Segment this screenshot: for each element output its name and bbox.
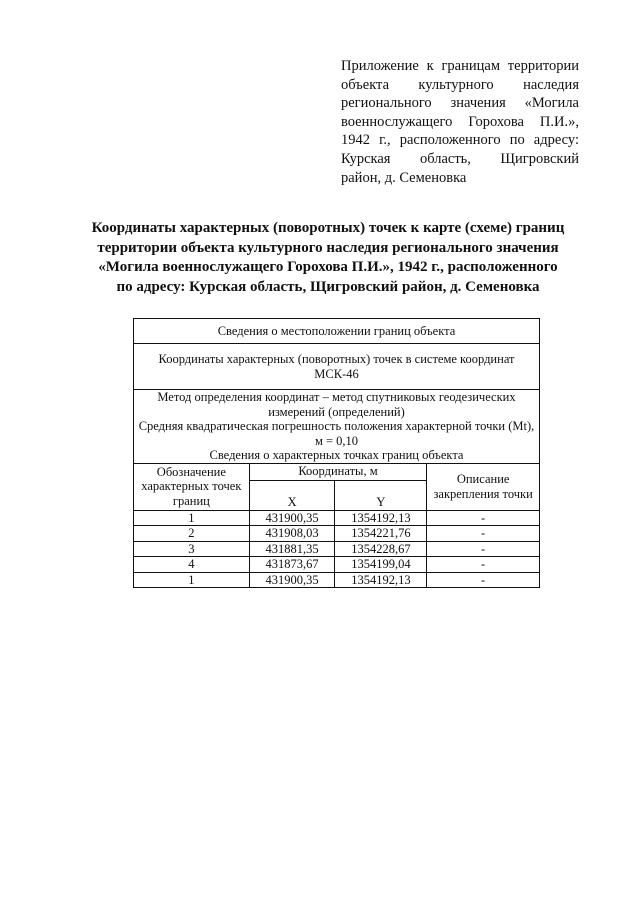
table-row xyxy=(134,572,540,588)
point-cell: 3 xyxy=(134,541,250,557)
point-cell: 1 xyxy=(134,572,250,588)
appendix-line: Курская область, Щигровский xyxy=(341,150,579,167)
table-row xyxy=(134,526,540,542)
description-cell: - xyxy=(427,572,540,588)
points-info-text: Сведения о характерных точках границ объекта xyxy=(209,448,464,462)
appendix-line: военнослужащего Горохова П.И.», xyxy=(341,113,579,130)
x-cell: 431881,35 xyxy=(249,541,335,557)
y-cell: 1354192,13 xyxy=(335,572,427,588)
y-cell: 1354221,76 xyxy=(335,526,427,542)
appendix-line: регионального значения «Могила xyxy=(341,95,579,112)
description-cell: - xyxy=(427,557,540,573)
y-cell: 1354192,13 xyxy=(335,510,427,526)
coord-system-cell: Координаты характерных (поворотных) точек в системе координат МСК-46 xyxy=(134,344,540,390)
y-cell: 1354199,04 xyxy=(335,557,427,573)
table-row xyxy=(134,510,540,526)
accuracy-text: Средняя квадратическая погрешность положения характерной точки (Mt), м = 0,10 xyxy=(138,419,535,448)
heading-line: «Могила военнослужащего Горохова П.И.», 1942 г., расположенного xyxy=(98,259,558,275)
appendix-line: Приложение к границам территории xyxy=(341,58,579,74)
x-cell: 431900,35 xyxy=(249,572,335,588)
table-row xyxy=(134,541,540,557)
x-header: X xyxy=(249,480,335,510)
coordinates-header: Координаты, м xyxy=(249,463,427,480)
method-cell xyxy=(134,390,540,464)
description-cell: - xyxy=(427,526,540,542)
description-cell: - xyxy=(427,541,540,557)
x-cell: 431900,35 xyxy=(249,510,335,526)
x-cell: 431873,67 xyxy=(249,557,335,573)
appendix-line: 1942 г., расположенного по адресу: xyxy=(341,132,579,149)
point-cell: 4 xyxy=(134,557,250,573)
coordinates-table xyxy=(133,318,540,588)
point-cell: 2 xyxy=(134,526,250,542)
point-cell: 1 xyxy=(134,510,250,526)
appendix-note xyxy=(341,57,579,187)
location-info-cell: Сведения о местоположении границ объекта xyxy=(134,319,540,344)
y-header: Y xyxy=(335,480,427,510)
method-text: Метод определения координат – метод спутниковых геодезических измерений (определений) xyxy=(157,390,516,419)
y-cell: 1354228,67 xyxy=(335,541,427,557)
table-row xyxy=(134,557,540,573)
document-heading xyxy=(78,219,578,297)
designation-header: Обозначение характерных точек границ xyxy=(134,463,250,510)
heading-line: территории объекта культурного наследия регионального значения xyxy=(97,239,559,256)
heading-line: по адресу: Курская область, Щигровский район, д. Семеновка xyxy=(116,278,540,295)
appendix-line: объекта культурного наследия xyxy=(341,76,579,93)
heading-line: Координаты характерных (поворотных) точек к карте (схеме) границ xyxy=(91,220,565,236)
x-cell: 431908,03 xyxy=(249,526,335,542)
appendix-line: район, д. Семеновка xyxy=(341,169,467,186)
description-cell: - xyxy=(427,510,540,526)
description-header: Описание закрепления точки xyxy=(427,463,540,510)
